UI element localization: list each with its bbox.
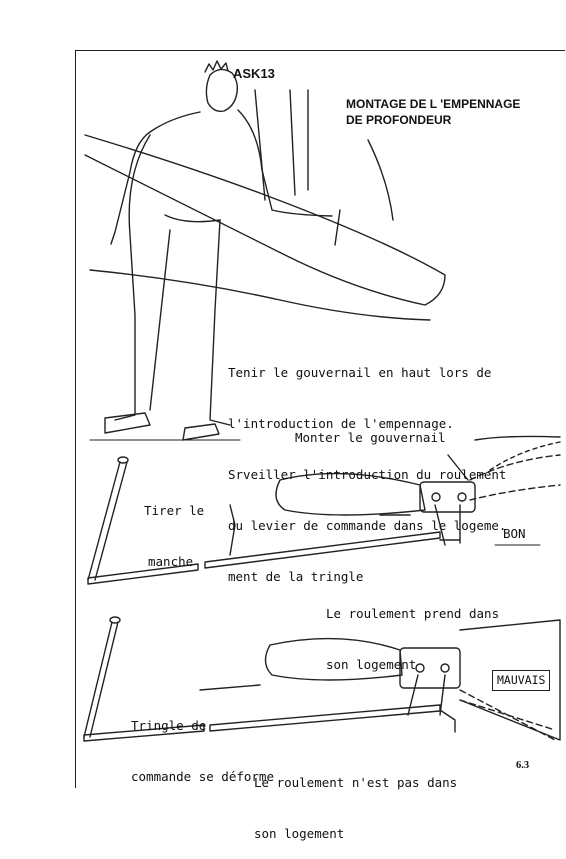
heading-line-1: MONTAGE DE L 'EMPENNAGE — [346, 97, 521, 111]
instruction-line: Srveiller l'introduction du roulement — [228, 467, 507, 482]
bearing-ok-line-1: Le roulement prend dans — [326, 606, 500, 621]
good-label: BON — [503, 526, 526, 541]
model-label: ASK13 — [233, 66, 275, 81]
instruction-line: l'introduction de l'empennage. — [228, 416, 454, 431]
instruction-line: du levier de commande dans le logeme. — [228, 518, 507, 533]
mount-rudder-label: Monter le gouvernail — [295, 430, 446, 445]
page-heading — [346, 96, 520, 128]
bearing-ok-label — [326, 571, 499, 690]
rod-deforms-label — [131, 683, 274, 802]
rod-line-1: Tringle de — [131, 718, 207, 733]
heading-line-2: DE PROFONDEUR — [346, 113, 452, 127]
bad-badge: MAUVAIS — [492, 670, 550, 691]
pull-stick-line-1: Tirer le — [144, 503, 205, 518]
bearing-bad-line-1: Le roulement n'est pas dans — [254, 775, 458, 790]
pull-stick-line-2: manche — [148, 554, 194, 569]
instruction-line: Tenir le gouvernail en haut lors de — [228, 365, 492, 380]
rod-line-2: commande se déforme — [131, 769, 274, 784]
instructions-block — [228, 330, 506, 602]
bearing-bad-line-2: son logement — [254, 826, 345, 841]
pull-stick-label — [144, 468, 204, 587]
bearing-ok-line-2: son logement — [326, 657, 417, 672]
instruction-line: ment de la tringle — [228, 569, 364, 584]
page-number: 6.3 — [516, 760, 530, 771]
